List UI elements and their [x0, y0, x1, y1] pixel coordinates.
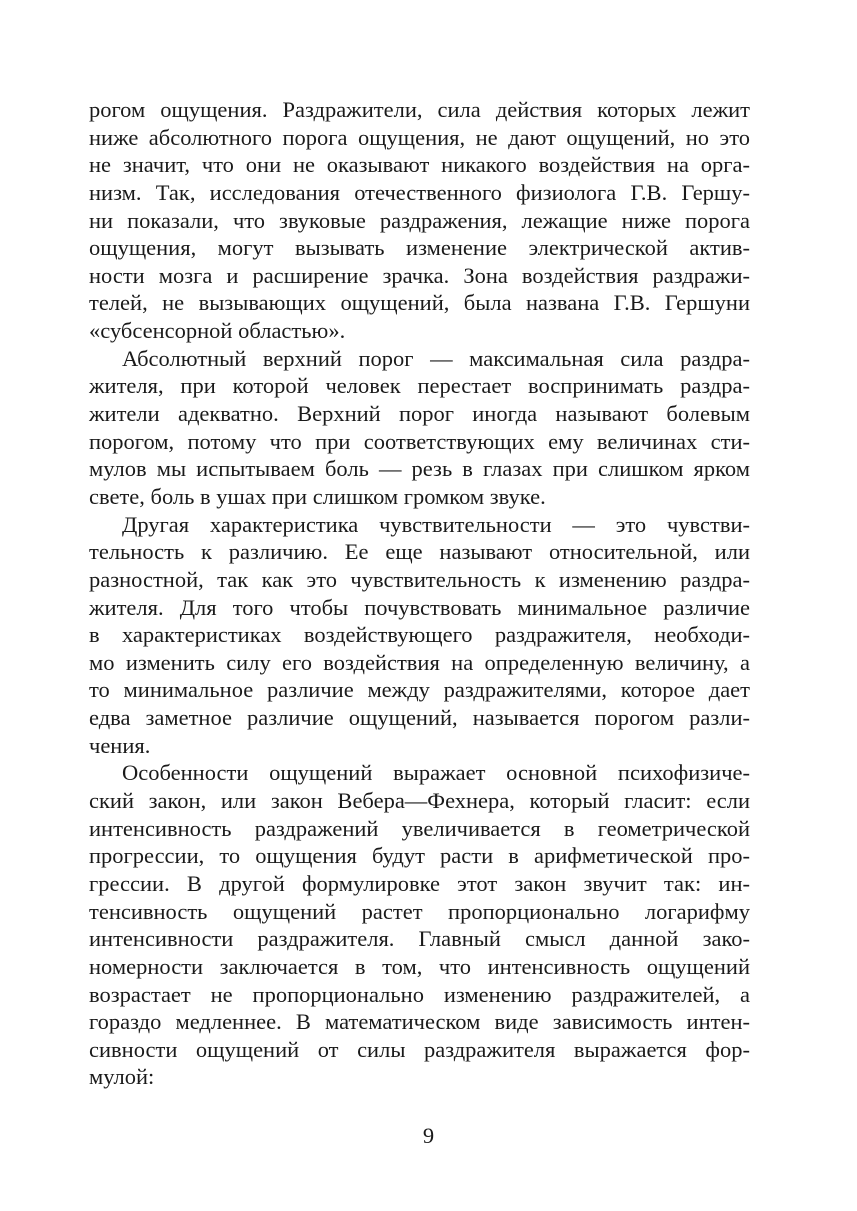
text-line: гораздо медленнее. В математическом виде зависимость интен-: [89, 1009, 750, 1035]
text-line: едва заметное различие ощущений, называется порогом разли-: [89, 705, 750, 731]
paragraph-upper-threshold: [89, 345, 750, 511]
text-line: то минимальное различие между раздражителями, которое дает: [89, 677, 750, 703]
text-line: жителя. Для того чтобы почувствовать минимальное различие: [89, 594, 750, 620]
text-line: интенсивность раздражений увеличивается в геометрической: [89, 815, 750, 841]
text-line: свете, боль в ушах при слишком громком звуке.: [89, 483, 546, 509]
paragraph-weber-fechner: [89, 759, 750, 1091]
text-line: Особенности ощущений выражает основной психофизиче-: [122, 760, 750, 786]
text-line: жители адекватно. Верхний порог иногда называют болевым: [89, 401, 750, 427]
paragraph-difference-sensitivity: [89, 511, 750, 760]
text-line: рогом ощущения. Раздражители, сила действия которых лежит: [89, 97, 750, 122]
text-line: телей, не вызывающих ощущений, была названа Г.В. Гершуни: [89, 290, 750, 316]
text-line: мо изменить силу его воздействия на определенную величину, а: [89, 649, 750, 675]
text-line: порогом, потому что при соответствующих ему величинах сти-: [89, 428, 750, 454]
text-line: Абсолютный верхний порог — максимальная сила раздра-: [122, 345, 750, 371]
text-line: возрастает не пропорционально изменению раздражителей, а: [89, 981, 750, 1007]
text-line: разностной, так как это чувствительность к изменению раздра-: [89, 566, 750, 592]
text-line: ский закон, или закон Вебера—Фехнера, который гласит: если: [89, 788, 750, 814]
text-line: не значит, что они не оказывают никакого воздействия на орга-: [89, 152, 750, 178]
text-line: тельность к различию. Ее еще называют относительной, или: [89, 539, 750, 565]
paragraph-subsensory: [89, 96, 750, 345]
text-line: тенсивность ощущений растет пропорционально логарифму: [89, 898, 750, 924]
text-line: грессии. В другой формулировке этот закон звучит так: ин-: [89, 870, 750, 896]
text-line: сивности ощущений от силы раздражителя выражается фор-: [89, 1036, 750, 1062]
text-line: «субсенсорной областью».: [89, 318, 346, 344]
text-line: ности мозга и расширение зрачка. Зона воздействия раздражи-: [89, 262, 750, 288]
text-line: мулой:: [89, 1064, 155, 1090]
text-line: в характеристиках воздействующего раздражителя, необходи-: [89, 622, 750, 648]
text-line: номерности заключается в том, что интенсивность ощущений: [89, 953, 750, 979]
text-line: ни показали, что звуковые раздражения, лежащие ниже порога: [89, 207, 750, 233]
text-line: жителя, при которой человек перестает воспринимать раздра-: [89, 373, 750, 399]
text-line: интенсивности раздражителя. Главный смысл данной зако-: [89, 926, 750, 952]
text-line: низм. Так, исследования отечественного физиолога Г.В. Гершу-: [89, 179, 750, 205]
text-line: прогрессии, то ощущения будут расти в арифметической про-: [89, 843, 750, 869]
text-line: мулов мы испытываем боль — резь в глазах при слишком ярком: [89, 456, 750, 482]
page-number: 9: [422, 1123, 435, 1148]
text-line: ниже абсолютного порога ощущения, не дают ощущений, но это: [89, 124, 750, 150]
text-line: чения.: [89, 732, 151, 758]
text-line: Другая характеристика чувствительности — это чувстви-: [122, 511, 750, 537]
page-body: [89, 96, 750, 1091]
text-line: ощущения, могут вызывать изменение электрической актив-: [89, 235, 750, 261]
